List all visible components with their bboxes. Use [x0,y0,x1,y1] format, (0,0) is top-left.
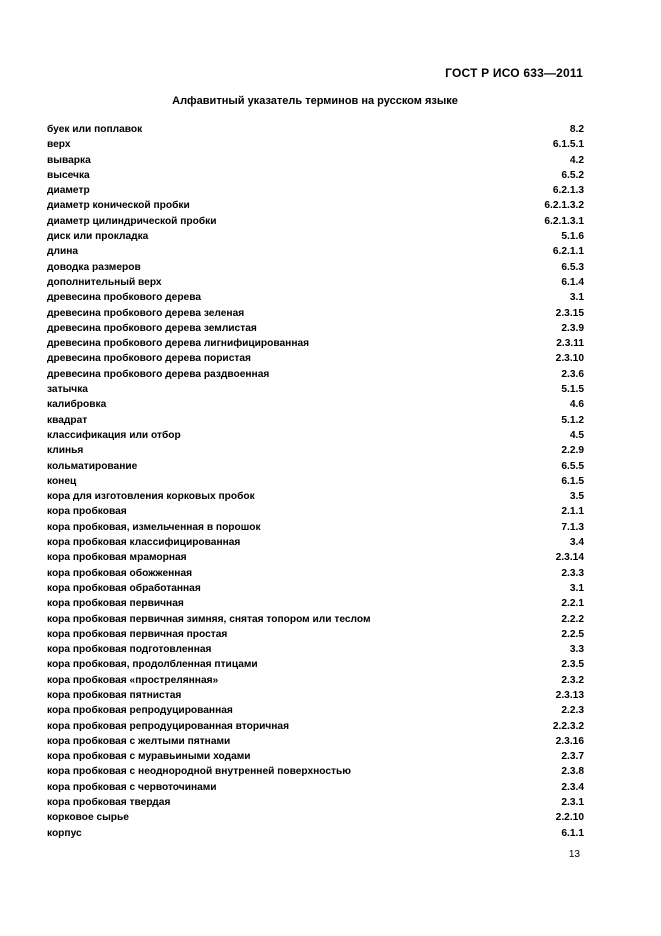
index-term: древесина пробкового дерева зеленая [47,307,245,319]
index-term: высечка [47,169,90,181]
index-entry [47,153,584,168]
index-entry [47,214,584,229]
page-number: 13 [568,849,580,860]
index-reference: 4.6 [569,399,584,411]
index-entry [47,336,584,351]
index-entry [47,764,584,779]
index-reference: 6.2.1.1 [552,246,584,258]
index-reference: 5.1.6 [561,231,584,243]
index-reference: 6.5.5 [561,460,584,472]
index-reference: 4.5 [569,429,584,441]
index-entry [47,642,584,657]
index-term: кора пробковая твердая [47,797,171,809]
index-term: кора для изготовления корковых пробок [47,491,255,503]
index-entry [47,826,584,841]
index-reference: 3.4 [569,537,584,549]
index-term: конец [47,475,77,487]
index-term: диаметр [47,185,90,197]
index-entry [47,627,584,642]
index-entry [47,260,584,275]
index-title: Алфавитный указатель терминов на русском языке [172,95,458,107]
index-reference: 6.1.5.1 [552,139,584,151]
index-reference: 2.1.1 [561,506,584,518]
index-reference: 2.3.1 [561,797,584,809]
index-term: корпус [47,827,82,839]
index-entry [47,749,584,764]
index-reference: 7.1.3 [561,521,584,533]
index-term: кольматирование [47,460,138,472]
document-code: ГОСТ Р ИСО 633—2011 [445,66,583,80]
index-reference: 2.3.7 [561,751,584,763]
index-term: кора пробковая с неоднородной внутренней поверхностью [47,766,351,778]
index-reference: 6.2.1.3.2 [544,200,584,212]
index-term: выварка [47,154,91,166]
index-entry [47,321,584,336]
index-reference: 3.1 [569,582,584,594]
index-reference: 2.3.5 [561,659,584,671]
index-term: древесина пробкового дерева [47,292,202,304]
index-term: калибровка [47,399,107,411]
index-entry [47,183,584,198]
index-term: кора пробковая первичная зимняя, снятая топором или теслом [47,613,371,625]
index-term: древесина пробкового дерева лигнифицированная [47,338,310,350]
index-entry [47,428,584,443]
index-reference: 5.1.5 [561,384,584,396]
index-term: доводка размеров [47,261,141,273]
index-entry [47,443,584,458]
index-term: буек или поплавок [47,124,143,135]
index-reference: 5.1.2 [561,414,584,426]
index-reference: 2.3.10 [555,353,584,365]
index-term: кора пробковая, продолбленная птицами [47,659,258,671]
index-entry [47,688,584,703]
index-entry [47,657,584,672]
index-term: древесина пробкового дерева землистая [47,322,257,334]
index-term: кора пробковая первичная [47,598,184,610]
index-reference: 2.2.1 [561,598,584,610]
index-term: корковое сырье [47,812,129,824]
index-term: кора пробковая первичная простая [47,628,228,640]
index-reference: 2.2.2 [561,613,584,625]
index-entry [47,397,584,412]
index-term: верх [47,139,71,151]
index-entry [47,810,584,825]
index-entry [47,168,584,183]
index-reference: 3.1 [569,292,584,304]
index-reference: 2.2.3.2 [552,720,584,732]
index-reference: 2.3.15 [555,307,584,319]
index-entry [47,367,584,382]
index-reference: 6.1.1 [561,827,584,839]
index-term: кора пробковая, измельченная в порошок [47,521,261,533]
index-term: квадрат [47,414,88,426]
index-reference: 6.1.4 [561,276,584,288]
index-reference: 6.2.1.3.1 [544,215,584,227]
index-reference: 2.2.3 [561,705,584,717]
index-term: кора пробковая обожженная [47,567,193,579]
index-entry [47,474,584,489]
index-entry [47,520,584,535]
index-term: древесина пробкового дерева раздвоенная [47,368,270,380]
index-reference: 2.3.9 [561,322,584,334]
index-reference: 3.5 [569,491,584,503]
index-entry [47,198,584,213]
index-term: кора пробковая репродуцированная [47,705,233,717]
index-entry [47,734,584,749]
index-entry [47,229,584,244]
index-entry [47,122,584,137]
index-reference: 2.3.3 [561,567,584,579]
index-term: кора пробковая с желтыми пятнами [47,735,231,747]
index-term: кора пробковая мраморная [47,552,187,564]
index-term: кора пробковая с червоточинами [47,781,217,793]
index-term: дополнительный верх [47,276,162,288]
index-entry [47,459,584,474]
index-term: кора пробковая «простреляннaя» [47,674,219,686]
index-reference: 2.2.5 [561,628,584,640]
index-term: кора пробковая обработанная [47,582,201,594]
index-term: затычка [47,384,88,396]
index-term: диаметр цилиндрической пробки [47,215,217,227]
index-term: классификация или отбор [47,429,181,441]
index-reference: 2.3.14 [555,552,584,564]
index-term: диаметр конической пробки [47,200,190,212]
index-entry [47,780,584,795]
index-reference: 8.2 [569,124,584,135]
index-reference: 6.1.5 [561,475,584,487]
index-reference: 2.2.10 [555,812,584,824]
index-reference: 6.5.3 [561,261,584,273]
index-entry [47,795,584,810]
index-reference: 2.3.13 [555,689,584,701]
index-term: древесина пробкового дерева пористая [47,353,251,365]
index-term: диск или прокладка [47,231,149,243]
index-entry [47,413,584,428]
index-reference: 2.3.6 [561,368,584,380]
index-entry [47,290,584,305]
index-term: клинья [47,445,84,457]
index-term: кора пробковая подготовленная [47,644,212,656]
index-reference: 6.5.2 [561,169,584,181]
index-term: длина [47,246,79,258]
index-entry [47,382,584,397]
index-entry [47,275,584,290]
index-entry [47,244,584,259]
index-term: кора пробковая классифицированная [47,537,241,549]
index-term: кора пробковая [47,506,127,518]
index-entry [47,673,584,688]
index-entry [47,306,584,321]
index-term: кора пробковая пятнистая [47,689,182,701]
index-reference: 3.3 [569,644,584,656]
index-reference: 2.3.16 [555,735,584,747]
index-term: кора пробковая с муравьиными ходами [47,751,251,763]
index-entry [47,351,584,366]
index-reference: 2.3.4 [561,781,584,793]
index-entry [47,596,584,611]
index-reference: 2.2.9 [561,445,584,457]
index-entry [47,581,584,596]
index-reference: 2.3.8 [561,766,584,778]
index-term: кора пробковая репродуцированная вторичная [47,720,290,732]
index-reference: 4.2 [569,154,584,166]
index-entry [47,703,584,718]
index-entry [47,550,584,565]
index-entry [47,719,584,734]
term-index-list [47,122,584,841]
index-reference: 2.3.2 [561,674,584,686]
index-entry [47,489,584,504]
index-entry [47,566,584,581]
index-entry [47,612,584,627]
index-entry [47,535,584,550]
index-reference: 2.3.11 [556,338,584,350]
index-reference: 6.2.1.3 [552,185,584,197]
index-entry [47,137,584,152]
index-entry [47,504,584,519]
